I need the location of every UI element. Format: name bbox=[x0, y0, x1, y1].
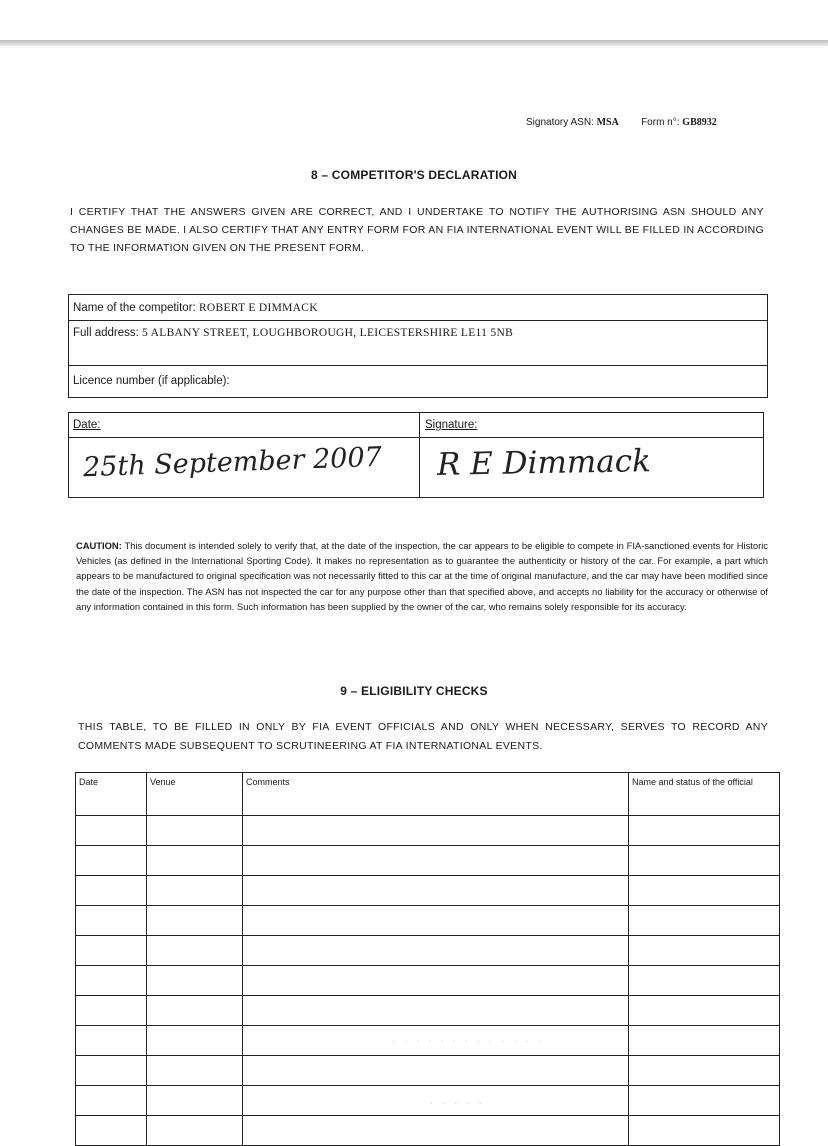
full-address-row bbox=[69, 321, 767, 366]
page-top-edge bbox=[0, 40, 828, 46]
form-header bbox=[526, 117, 786, 128]
competitor-name-row bbox=[69, 295, 767, 321]
form-number-label: Form n°: bbox=[641, 117, 680, 128]
column-header-official: Name and status of the official bbox=[629, 773, 780, 816]
table-row bbox=[76, 1056, 780, 1086]
table-row bbox=[76, 816, 780, 846]
asn-value: MSA bbox=[596, 117, 619, 128]
table-row bbox=[76, 966, 780, 996]
full-address-label: Full address: bbox=[73, 327, 139, 339]
date-signature-box bbox=[68, 412, 764, 498]
eligibility-checks-table bbox=[75, 772, 780, 1146]
show-through-smudge: · · · · · bbox=[430, 1098, 485, 1109]
date-label: Date: bbox=[73, 419, 101, 431]
table-row bbox=[76, 876, 780, 906]
competitor-details-box bbox=[68, 294, 768, 398]
signature-label: Signature: bbox=[425, 419, 478, 431]
table-row bbox=[76, 936, 780, 966]
table-row bbox=[76, 846, 780, 876]
competitor-name-value: ROBERT E DIMMACK bbox=[198, 302, 318, 314]
table-row bbox=[76, 1116, 780, 1146]
column-header-comments: Comments bbox=[243, 773, 629, 816]
column-header-venue: Venue bbox=[147, 773, 243, 816]
eligibility-intro-text: THIS TABLE, TO BE FILLED IN ONLY BY FIA EVENT OFFICIALS AND ONLY WHEN NECESSARY, SERVES TO RECORD ANY COMMENTS MADE SUBSEQUENT TO SCRUTINEERING AT FIA INTERNATIONAL EVENTS. bbox=[78, 721, 768, 752]
caution-text: This document is intended solely to verify that, at the date of the inspection, the car appears to be eligible to compete in FIA-sanctioned events for Historic Vehicles (as defined in the International Sporting Code). It makes no representation as to guarantee the authenticity or history of the car. For example, a part which appears to be manufactured to original specification was not necessarily fitted to this car at the time of original manufacture, and the car may have been modified since the date of the inspection. The ASN has not inspected the car for any purpose other than that specified above, and accepts no liability for the accuracy or otherwise of any information contained in this form. Such information has been supplied by the owner of the car, who remains solely responsible for its accuracy. bbox=[76, 540, 768, 612]
competitor-name-label: Name of the competitor: bbox=[73, 302, 196, 314]
table-row bbox=[76, 996, 780, 1026]
licence-number-row bbox=[69, 366, 767, 397]
caution-label: CAUTION: bbox=[76, 540, 122, 551]
asn-label: Signatory ASN: bbox=[526, 117, 594, 128]
section-8-title: 8 – COMPETITOR'S DECLARATION bbox=[310, 168, 518, 182]
form-number-value: GB8932 bbox=[682, 117, 717, 128]
handwritten-signature: R E Dimmack bbox=[436, 443, 652, 483]
table-row bbox=[76, 1086, 780, 1116]
show-through-smudge: · · · · · · · · · · · · · bbox=[392, 1036, 544, 1047]
table-row bbox=[76, 906, 780, 936]
full-address-value: 5 ALBANY STREET, LOUGHBOROUGH, LEICESTERSHIRE LE11 5NB bbox=[142, 327, 514, 339]
caution-paragraph bbox=[76, 538, 768, 614]
handwritten-date: 25th September 2007 bbox=[82, 441, 383, 484]
licence-number-label: Licence number (if applicable): bbox=[73, 375, 230, 387]
section-9-title: 9 – ELIGIBILITY CHECKS bbox=[340, 684, 488, 698]
declaration-text: I CERTIFY THAT THE ANSWERS GIVEN ARE CORRECT, AND I UNDERTAKE TO NOTIFY THE AUTHORISING ASN SHOULD ANY CHANGES BE MADE. I ALSO CERTIFY THAT ANY ENTRY FORM FOR AN FIA INTERNATIONAL EVENT WILL BE FILLED IN ACCORDING TO THE INFORMATION GIVEN ON THE PRESENT FORM. bbox=[70, 206, 764, 254]
table-header-row bbox=[76, 773, 780, 816]
column-header-date: Date bbox=[76, 773, 147, 816]
